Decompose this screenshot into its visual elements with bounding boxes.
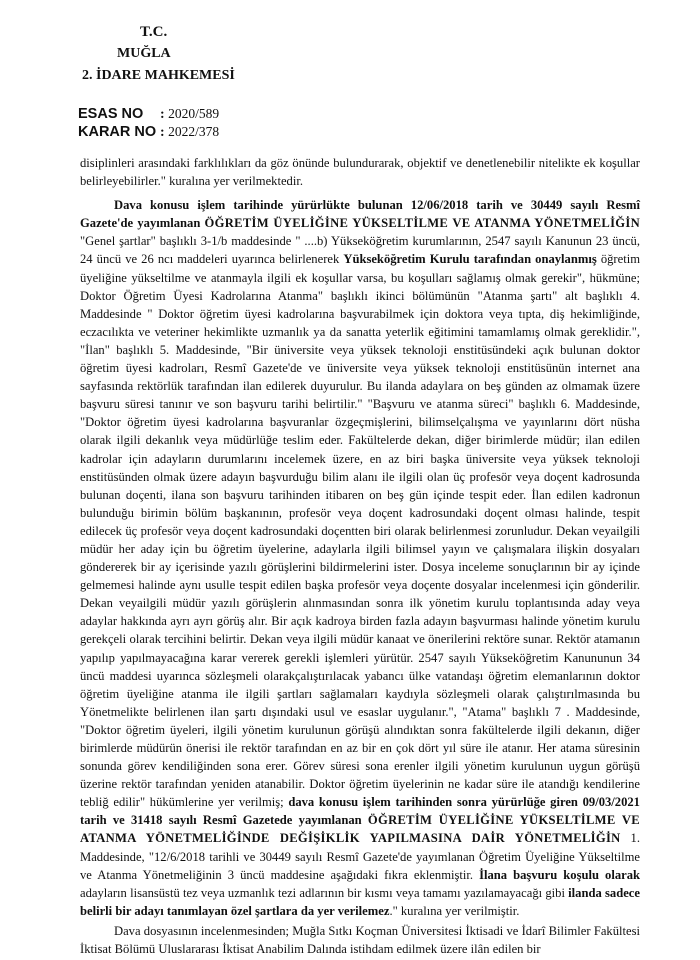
paragraph <box>80 922 640 958</box>
bold-text-segment: İlana başvuru koşulu olarak <box>479 867 641 882</box>
esas-value: 2020/589 <box>168 106 220 121</box>
header-city: MUĞLA <box>117 46 171 61</box>
text-segment: adayların lisansüstü tez veya uzmanlık tezi adlarının bir kısmı veya tamamı yazılamayacağı gibi <box>80 885 569 900</box>
bold-text-segment: ÖĞRETİM ÜYELİĞİNE YÜKSELTİLME VE ATANMA YÖNETMELİĞİN <box>204 216 640 231</box>
text-segment: "Genel şartlar" başlıklı 3-1/b maddesinde " ....b) Yükseköğretim kurumlarının, 2547 sayılı Kanunun 23 üncü, 24 üncü ve 26 ncı maddeleri uyarınca belirlenerek <box>80 234 640 267</box>
paragraph <box>80 154 640 190</box>
text-segment: Dava dosyasının incelenmesinden; Muğla Sıtkı Koçman Üniversitesi İktisadi ve İdarî Bilimler Fakültesi İktisat Bölümü Uluslararası İktisat Anabilim Dalında istihdam edilmek üzere ilân edilen bir <box>80 923 640 957</box>
bold-text-segment: Dava konusu işlem tarihinde yürürlükte bulunan 12/06/2018 tarih ve 30449 sayılı Resmî Gazete'de yayımlanan <box>80 198 640 231</box>
header-tc: T.C. <box>140 24 168 40</box>
document-body <box>80 154 640 960</box>
karar-label: KARAR NO <box>78 124 157 140</box>
esas-label: ESAS NO <box>78 106 144 122</box>
text-segment: disiplinleri arasındaki farklılıkları da göz önünde bulundurarak, objektif ve denetlenebilir nitelikte ek koşullar belirleyebilirler." kuralına yer verilmektedir. <box>80 156 640 189</box>
header-court-name: 2. İDARE MAHKEMESİ <box>82 68 235 83</box>
karar-row <box>78 123 378 141</box>
esas-colon: : <box>160 107 165 122</box>
text-segment: ." kuralına yer verilmiştir. <box>389 903 520 918</box>
paragraph <box>80 196 640 920</box>
karar-value: 2022/378 <box>168 124 220 139</box>
bold-text-segment: dava konusu işlem tarihinden sonra yürürlüğe giren 09/03/2021 tarih ve 31418 sayılı Resmî Gazetede yayımlanan <box>80 795 640 828</box>
bold-text-segment: ilanda sadece belirli bir adayı tanımlayan özel şartlara da yer verilemez <box>80 885 640 918</box>
esas-row <box>78 105 378 123</box>
text-segment: 1. Maddesinde, "12/6/2018 tarihli ve 30449 sayılı Resmî Gazete'de yayımlanan Öğretim Üyeliğine Yükseltilme ve Atanma Yönetmeliğinin 3 üncü maddesine aşağıdaki fıkra eklenmiştir. <box>80 831 640 882</box>
bold-text-segment: ÖĞRETİM ÜYELİĞİNE YÜKSELTİLME VE ATANMA YÖNETMELİĞİNDE DEĞİŞİKLİK YAPILMASINA DAİR YÖNETMELİĞİN <box>80 813 640 846</box>
karar-colon: : <box>160 125 165 140</box>
bold-text-segment: Yükseköğretim Kurulu tarafından onaylanmış <box>343 252 597 267</box>
text-segment: öğretim üyeliğine yükseltilme ve atanmayla ilgili ek koşullar varsa, bu koşulları sağlamış olmak gerekir", hükmüne; Doktor Öğretim Üyesi Kadrolarına Atanma" başlıklı ikinci bölümünün "Atanma şartı" alt başlıklı 4. Maddesinde " Doktor öğretim üyesi kadrolarına başvurabilmek için doktora veya tıpta, diş hekimliğinde, eczacılıkta ve veteriner hekimlikte uzmanlık ya da sanatta yeterlik eğitimini tamamlamış olmak gereklidir.", "İlan" başlıklı 5. Maddesinde, "Bir üniversite veya yüksek teknoloji enstitüsündeki açık bulunan doktor öğretim üyesi kadroları, Resmî Gazete'de ve üniversite veya yüksek teknoloji enstitüsünün internet ana sayfasında rektörlük tarafından ilan edilerek duyurulur. Bu ilanda adaylara on beş günden az olmamak üzere başvuru süresi tanınır ve son başvuru tarihi belirtilir." "Başvuru ve atanma süreci" başlıklı 6. Maddesinde, "Doktor öğretim üyesi kadrolarına başvuranlar özgeçmişlerini, bilimselçalışma ve yayınlarını dört nüsha olarak ilgili dekanlık veya müdürlüğe teslim eder. Fakültelerde dekan, diğer birimlerde müdür; ilan edilen kadrolar için adayların durumlarını incelemek üzere, en az biri başka üniversite veya yüksek teknoloji enstitüsünden olmak üzere adayın başvurduğu bilim alanı ile ilgili olan üç profesör veya doçent kadrosunda bulunan doçenti, ilana son başvuru tarihinden itibaren on beş gün içinde tespit eder. İlan edilen kadronun bulunduğu birimin bölüm başkanının, profesör veya doçent kadrosundaki doçent olması halinde, tespit edilecek üç profesör veya doçent kadrosundaki doçentten biri olarak belirlenmesi zorunludur. Dekan veyailgili müdür her aday için bu öğretim üyelerine, adaylarla ilgili bilimsel yayın ve çalışmalara ilişkin dosyaları göndererek bir ay içerisinde yazılı görüşlerini bildirmelerini ister. Dosya inceleme sonuçlarının bir ay içinde gelmemesi halinde aynı usulle tespit edilen başka profesör veya doçente dosyalar incelenmesi için gönderilir. Dekan veyailgili müdür yazılı görüşlerin alınmasından sonra ilk yönetim kurulu toplantısında aday veya adaylar hakkında ayrı ayrı görüş alır. Bir açık kadroya birden fazla adayın başvurması halinde yönetim kurulu gerekçeli olarak tercihini belirtir. Dekan veya ilgili müdür kanaat ve önerilerini rektöre sunar. Rektör atamanın yapılıp yapılmayacağına karar vererek gerekli işlemleri yürütür. 2547 sayılı Yükseköğretim Kanununun 34 üncü maddesi uyarınca sözleşmeli olarakçalıştırılacak yabancı ülke vatandaşı öğretim elemanlarının doktor öğretim üyeliğine atanma ile ilgili şartları sağlamaları kaydıyla sözleşmeli olarak çalıştırılmasında bu Yönetmelikte belirlenen ilan şartı dışındaki usul ve esaslar uygulanır.", "Atama" başlıklı 7 . Maddesinde, "Doktor öğretim üyeleri, ilgili yönetim kurulunun görüşü alındıktan sonra fakültelerde ilgili dekanın, diğer birimlerde müdürün önerisi ile rektör tarafından en az bir en çok dört yıl süre ile atanır. Her atama süresinin sonunda görev kendiliğinden sona erer. Görev süresi sona erenler ilgili yönetim kurulunun uygun görüşü üzerine rektör tarafından yeniden atanabilir. Doktor öğretim üyelerinin ne kadar süre ile atandığı kendilerine tebliğ edilir" hükümlerine yer verilmiş; <box>80 252 640 810</box>
case-info <box>78 105 378 141</box>
